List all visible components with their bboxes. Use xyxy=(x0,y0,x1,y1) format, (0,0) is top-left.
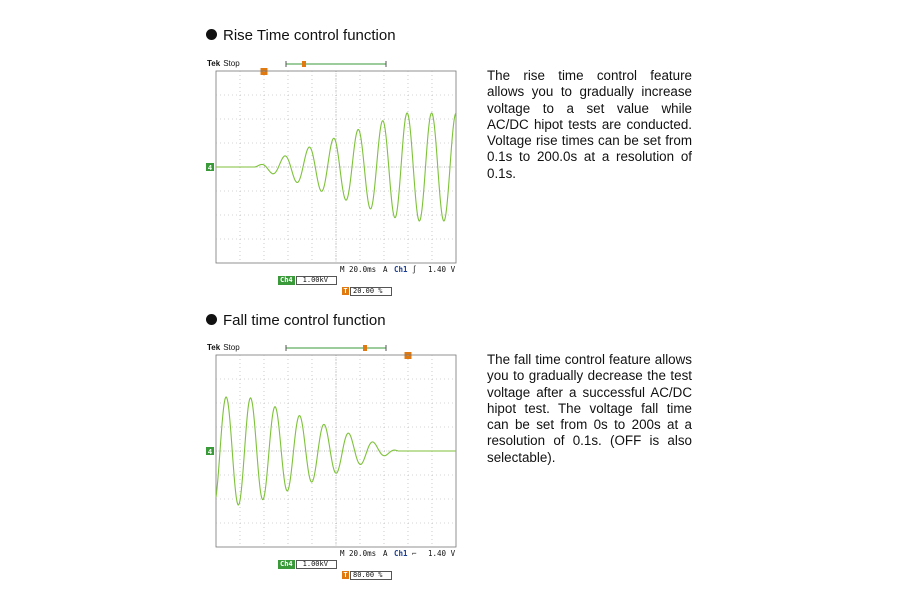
trigger-level: 1.40 V xyxy=(428,265,456,274)
scope-display xyxy=(206,343,466,549)
trigger-slope-icon: ∫ xyxy=(412,265,417,274)
trigger-level: 1.40 V xyxy=(428,549,456,558)
scope-state: Stop xyxy=(223,343,240,352)
section-heading: Fall time control function xyxy=(206,312,386,329)
section-description: The fall time control feature allows you to gradually decrease the test voltage after a successful AC/DC hipot test. The voltage fall time can be set from 0s to 200s at a resolution of 0.1s. (OFF is also selectable). xyxy=(487,352,692,465)
scope-status-bar xyxy=(206,265,466,275)
channel-scale-box: Ch4 1.00kV xyxy=(278,276,337,285)
trigger-source: A xyxy=(383,549,388,558)
scope-display xyxy=(206,59,466,265)
channel-scale-box: Ch4 1.00kV xyxy=(278,560,337,569)
oscilloscope-screenshot xyxy=(206,59,466,294)
scope-status-bar xyxy=(206,549,466,559)
channel-label: Ch1 xyxy=(394,549,408,558)
trigger-position-box: T 80.00 % xyxy=(342,571,392,580)
trigger-icon: T xyxy=(343,571,348,579)
channel-marker-label: 4 xyxy=(208,165,212,172)
section-heading: Rise Time control function xyxy=(206,27,396,44)
channel-label: Ch1 xyxy=(394,265,408,274)
scope-brand: Tek Stop xyxy=(207,59,240,68)
trigger-slope-icon: ⌐ xyxy=(412,549,417,558)
trigger-source: A xyxy=(383,265,388,274)
scope-brand: Tek Stop xyxy=(207,343,240,352)
record-marker xyxy=(363,345,367,351)
channel-marker-label: 4 xyxy=(208,449,212,456)
timebase-readout: M 20.0ms xyxy=(340,265,377,274)
bullet-icon xyxy=(206,314,217,325)
oscilloscope-screenshot xyxy=(206,343,466,578)
record-marker xyxy=(302,61,306,67)
trigger-position-box: T 20.00 % xyxy=(342,287,392,296)
bullet-icon xyxy=(206,29,217,40)
trigger-icon: T xyxy=(343,287,348,295)
section-description: The rise time control feature allows you to gradually increase voltage to a set value while AC/DC hipot tests are conducted. Voltage rise times can be set from 0.1s to 200.0s at a resolution of 0.1s. xyxy=(487,68,692,181)
timebase-readout: M 20.0ms xyxy=(340,549,377,558)
scope-state: Stop xyxy=(223,59,240,68)
